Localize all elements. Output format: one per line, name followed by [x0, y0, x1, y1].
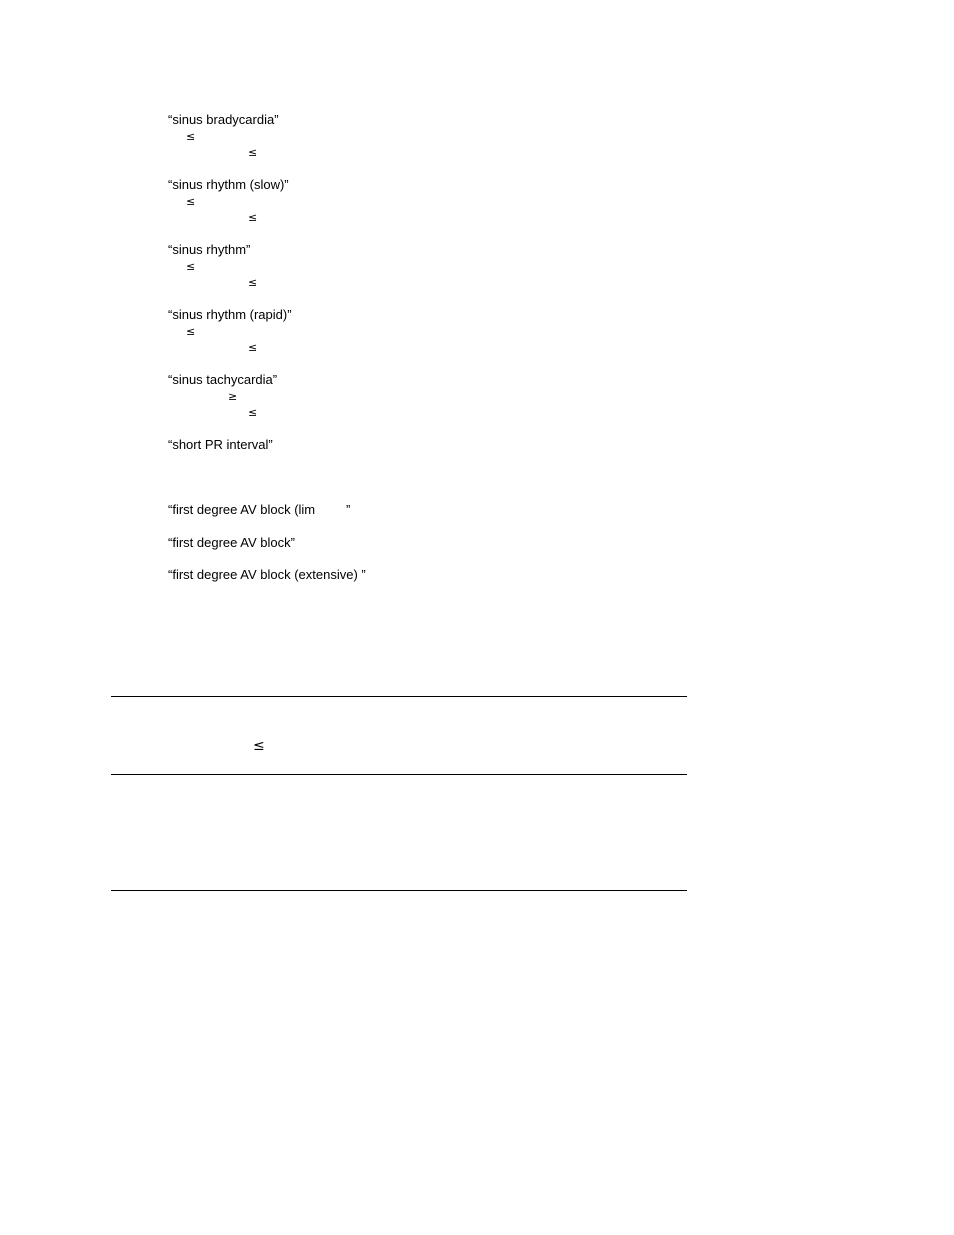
table-bottom-rule: [111, 890, 687, 891]
table-top-rule: [111, 696, 687, 697]
le-symbol: ≤: [186, 130, 196, 143]
criterion-label: “first degree AV block”: [168, 535, 295, 550]
le-symbol: ≤: [248, 341, 258, 354]
criterion-label: “sinus tachycardia”: [168, 372, 278, 387]
criterion-label: “short PR interval”: [168, 437, 273, 452]
criterion-label: “sinus rhythm (slow)”: [168, 177, 289, 192]
le-symbol: ≤: [248, 146, 258, 159]
table-middle-rule: [111, 774, 687, 775]
criterion-label: “sinus rhythm (rapid)”: [168, 307, 292, 322]
le-symbol: ≤: [248, 406, 258, 419]
le-symbol: ≤: [248, 276, 258, 289]
criterion-label: “sinus rhythm”: [168, 242, 251, 257]
criterion-label: “first degree AV block (lim: [168, 502, 316, 517]
criterion-label-suffix: ”: [346, 502, 351, 517]
le-symbol: ≤: [253, 738, 265, 754]
le-symbol: ≤: [186, 260, 196, 273]
le-symbol: ≤: [248, 211, 258, 224]
criterion-label: “sinus bradycardia”: [168, 112, 279, 127]
le-symbol: ≤: [186, 195, 196, 208]
criterion-label: “first degree AV block (extensive) ”: [168, 567, 366, 582]
ge-symbol: ≥: [228, 390, 238, 403]
le-symbol: ≤: [186, 325, 196, 338]
